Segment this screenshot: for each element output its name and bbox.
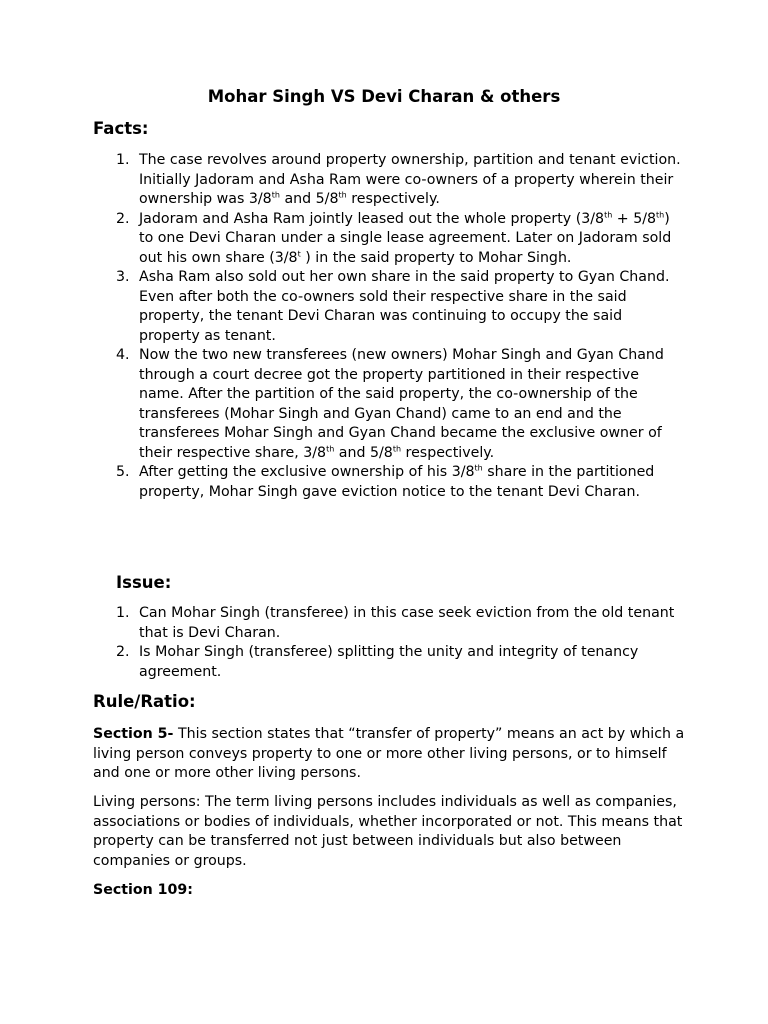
facts-heading: Facts: [93, 119, 149, 138]
document-title: Mohar Singh VS Devi Charan & others [207, 87, 561, 106]
list-item: 4. Now the two new transferees (new owners) Mohar Singh and Gyan Chand through a court decree got the property partitioned in their respective name. After the partition of the said property, the co-ownership of the transferees (Mohar Singh and Gyan Chand) came to an end and the transferees Mohar Singh and Gyan Chand became the exclusive owner of their respective share, 3/8th and 5/8th respectively. [116, 347, 664, 461]
list-item: 2. Is Mohar Singh (transferee) splitting the unity and integrity of tenancy agreement. [116, 644, 639, 680]
issue-list [93, 604, 683, 682]
list-item: 5. After getting the exclusive ownership of his 3/8th share in the partitioned property, Mohar Singh gave eviction notice to the tenant Devi Charan. [116, 463, 655, 500]
section-5-paragraph [93, 725, 693, 784]
section-5-label: Section 5- [93, 726, 174, 742]
item-number: 1. [116, 152, 130, 168]
item-number: 2. [116, 644, 130, 660]
section-109-label: Section 109: [93, 882, 193, 898]
item-number: 3. [116, 269, 130, 285]
list-item: 2. Jadoram and Asha Ram jointly leased out the whole property (3/8th + 5/8th) to one Devi Charan under a single lease agreement. Later on Jadoram sold out his own share (3/8$^t$ ) in the said property to Mohar Singh. [116, 209, 672, 266]
section-5-text: This section states that “transfer of property” means an act by which a living person conveys property to one or more other living persons, or to himself and one or more other living persons. [93, 726, 685, 781]
list-item: 3. Asha Ram also sold out her own share in the said property to Gyan Chand. Even after both the co-owners sold their respective share in the said property, the tenant Devi Charan was continuing to occupy the said property as tenant. [116, 269, 670, 344]
item-number: 4. [116, 347, 130, 363]
facts-list [93, 151, 683, 502]
living-persons-paragraph: Living persons: The term living persons includes individuals as well as companies, associations or bodies of individuals, whether incorporated or not. This means that property can be transferred not just between individuals but also between companies or groups. [93, 794, 683, 869]
item-number: 2. [116, 210, 130, 227]
item-number: 1. [116, 605, 130, 621]
list-item: 1. Can Mohar Singh (transferee) in this case seek eviction from the old tenant that is Devi Charan. [116, 605, 675, 641]
rule-ratio-heading: Rule/Ratio: [93, 692, 196, 711]
item-number: 5. [116, 464, 130, 480]
section-109-paragraph [93, 881, 693, 901]
issue-heading: Issue: [116, 573, 172, 592]
list-item: 1. The case revolves around property ownership, partition and tenant eviction. Initially Jadoram and Asha Ram were co-owners of a property wherein their ownership was 3/8th and 5/8th respectively. [116, 152, 681, 207]
